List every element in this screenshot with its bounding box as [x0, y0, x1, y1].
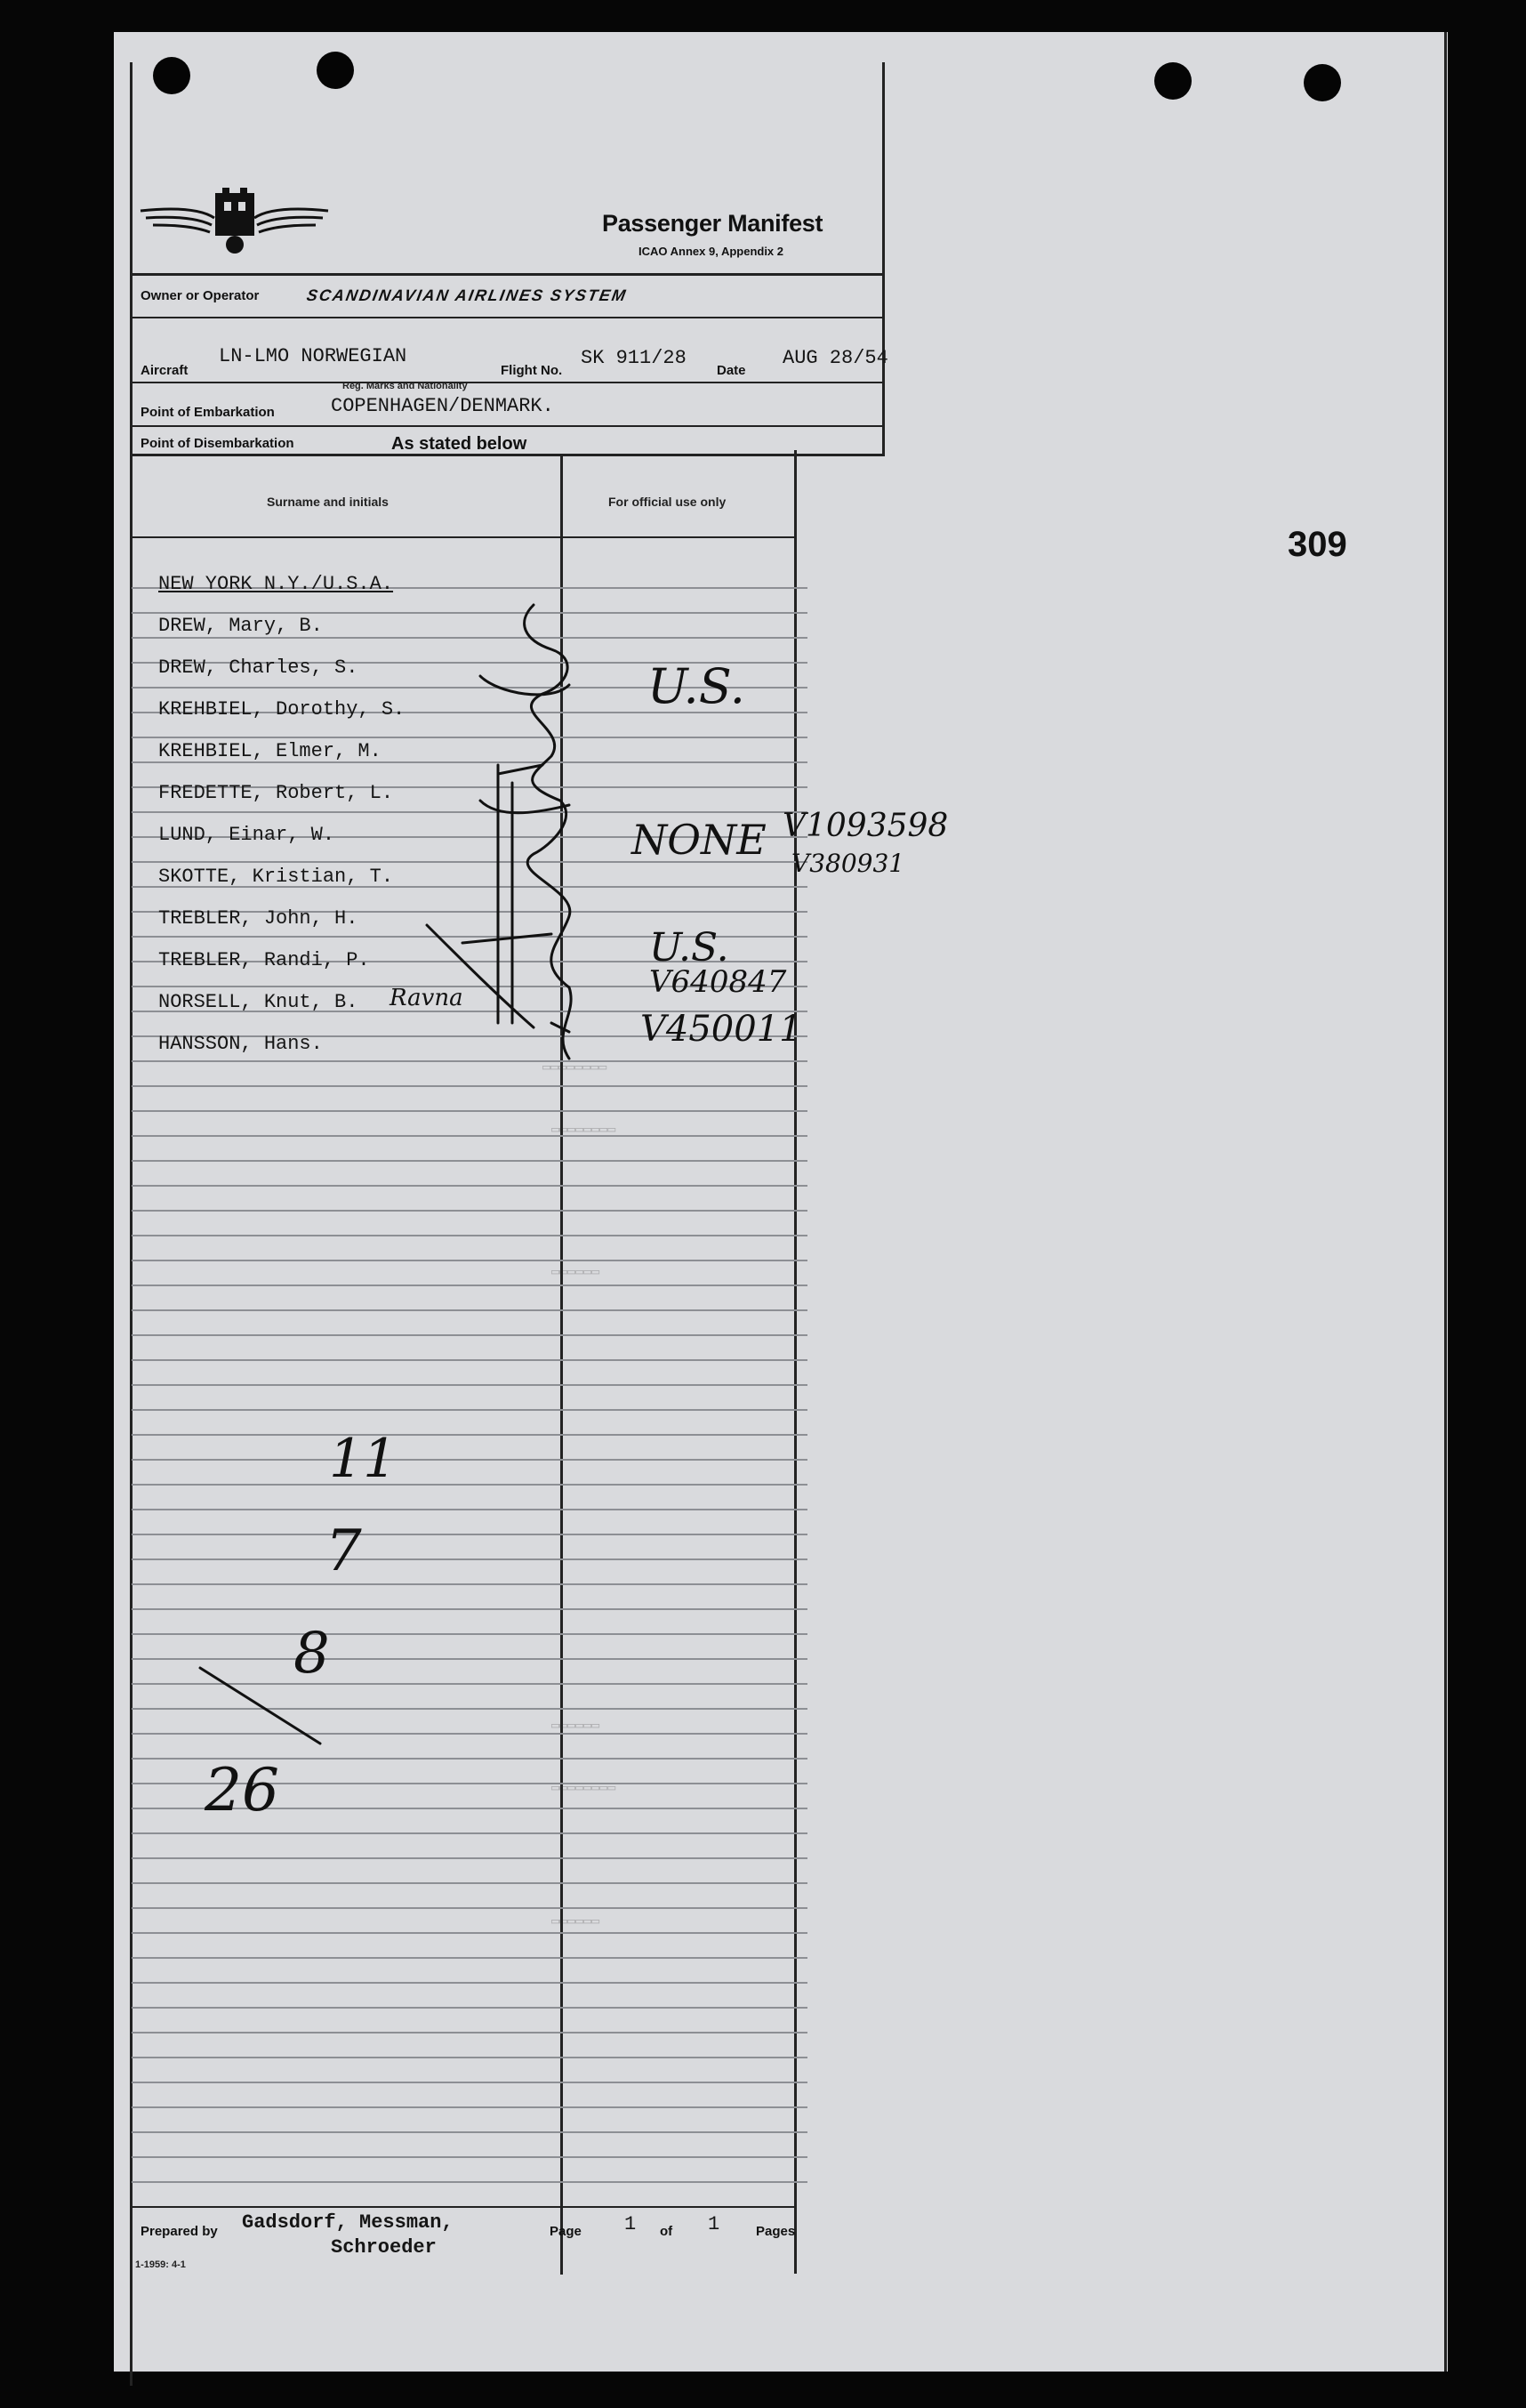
hand-none: NONE — [631, 816, 767, 864]
aircraft-value: LN-LMO NORWEGIAN — [219, 345, 407, 367]
surname-column-header: Surname and initials — [267, 495, 389, 509]
passenger-row: SKOTTE, Kristian, T. — [158, 866, 394, 888]
passenger-row: FREDETTE, Robert, L. — [158, 782, 394, 804]
reg-marks-label: Reg. Marks and Nationality — [342, 381, 468, 391]
hand-number-4: V450011 — [640, 1009, 802, 1050]
passenger-row: DREW, Charles, S. — [158, 656, 358, 679]
hand-number-3: V640847 — [649, 964, 787, 1000]
hand-us-1: U.S. — [647, 658, 745, 714]
of-label: of — [660, 2224, 673, 2239]
disembarkation-label: Point of Disembarkation — [141, 436, 294, 451]
passenger-row: TREBLER, Randi, P. — [158, 949, 370, 971]
flight-value: SK 911/28 — [581, 347, 687, 369]
page-value: 1 — [624, 2213, 637, 2235]
operator-value: SCANDINAVIAN AIRLINES SYSTEM — [305, 286, 629, 304]
of-value: 1 — [708, 2213, 720, 2235]
passenger-row: DREW, Mary, B. — [158, 615, 323, 637]
prepared-label: Prepared by — [141, 2224, 218, 2239]
operator-label: Owner or Operator — [141, 288, 260, 303]
hand-number-2: V380931 — [791, 849, 905, 878]
passenger-row: NORSELL, Knut, B. — [158, 991, 358, 1013]
hand-tally-2: 7 — [325, 1518, 362, 1584]
page-stamp-number: 309 — [1288, 525, 1347, 564]
hand-marginal: Ravna — [390, 985, 463, 1011]
prepared-value-2: Schroeder — [331, 2236, 437, 2259]
passenger-row: HANSSON, Hans. — [158, 1033, 323, 1055]
hand-tally-1: 11 — [329, 1428, 398, 1490]
bleed-through-marks: ▭▭▭▭▭▭▭▭ ▭▭▭▭▭▭▭▭ ▭▭▭▭▭▭ ▭▭▭▭▭▭ ▭▭▭▭▭▭▭▭ ▭▭▭▭▭▭ — [542, 1060, 616, 1929]
disembarkation-value: As stated below — [391, 434, 527, 454]
passenger-row: KREHBIEL, Elmer, M. — [158, 740, 382, 762]
page-label: Page — [550, 2224, 582, 2239]
destination-heading: NEW YORK N.Y./U.S.A. — [158, 573, 394, 595]
hand-number-1: V1093598 — [783, 808, 949, 844]
passenger-row: LUND, Einar, W. — [158, 824, 335, 846]
official-column-header: For official use only — [608, 495, 727, 509]
form-code: 1-1959: 4-1 — [135, 2259, 186, 2270]
embarkation-value: COPENHAGEN/DENMARK. — [331, 395, 554, 417]
check-scribble — [480, 801, 569, 813]
document-subtitle: ICAO Annex 9, Appendix 2 — [639, 245, 784, 258]
check-scribble — [462, 934, 551, 943]
passenger-row: KREHBIEL, Dorothy, S. — [158, 698, 406, 721]
pages-label: Pages — [756, 2224, 796, 2239]
bracket-scribble — [525, 605, 572, 1059]
passenger-row: TREBLER, John, H. — [158, 907, 358, 930]
date-value: AUG 28/54 — [783, 347, 888, 369]
date-label: Date — [717, 363, 746, 378]
aircraft-label: Aircraft — [141, 363, 189, 378]
hand-tally-total: 26 — [205, 1756, 279, 1824]
document-title: Passenger Manifest — [602, 210, 823, 237]
embarkation-label: Point of Embarkation — [141, 405, 275, 420]
flight-label: Flight No. — [501, 363, 563, 378]
hand-us-2: U.S. — [649, 925, 729, 970]
hand-tally-3: 8 — [293, 1621, 330, 1687]
prepared-value: Gadsdorf, Messman, — [242, 2211, 454, 2234]
